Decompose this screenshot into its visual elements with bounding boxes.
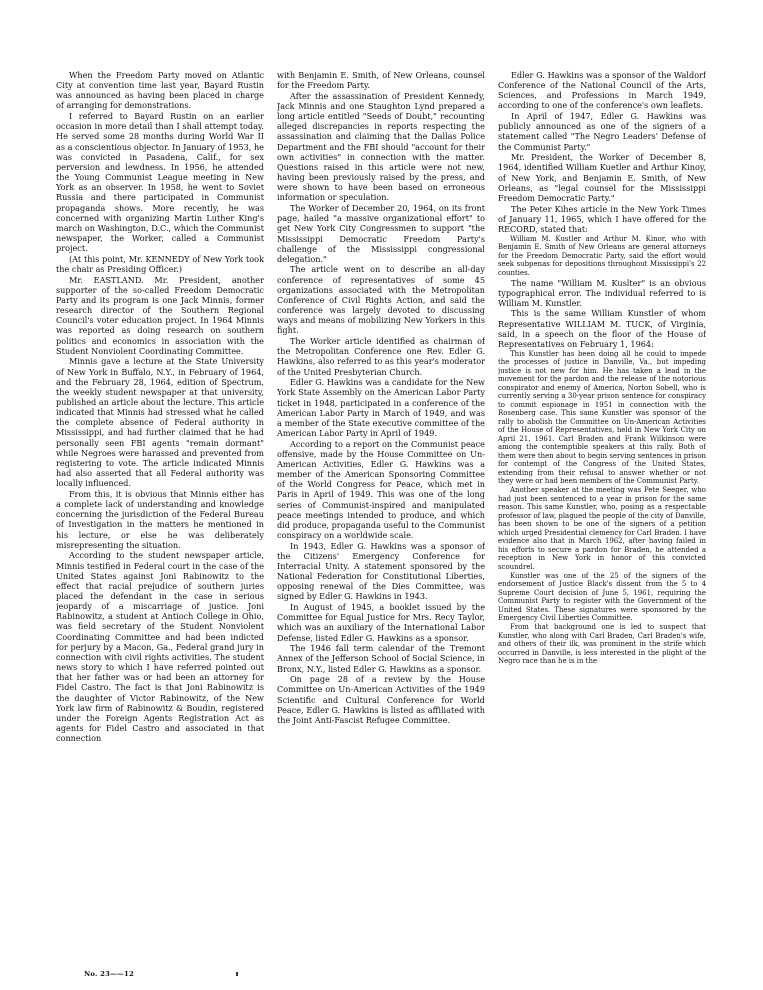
paragraph: Minnis gave a lecture at the State University of New York in Buffalo, N.Y., in February of 1964, and the February 28, 1964, edition of Spectrum, the weekly student newspaper at that university, published an article about the lecture. This article indicated that Minnis had stressed what he called the complete absence of Federal authority in Mississippi, and had further claimed that he had personally seen FBI agents "remain dormant" while Negroes were harassed and prevented from registering to vote. The article indicated Minnis had also asserted that all Federal authority was locally influenced. bbox=[56, 356, 264, 489]
quoted-paragraph: William M. Kustler and Arthur M. Kinor, who with Benjamin E. Smith of New Orleans are general attorneys for the Freedom Democratic Party, said the effort would seek subpenas for depositions throughout Mississippi's 22 counties. bbox=[498, 234, 706, 277]
paragraph: Edler G. Hawkins was a candidate for the New York State Assembly on the American Labor Party ticket in 1948, participated in a conference of the American Labor Party in March of 1949, and was a member of the State executive committee of the American Labor Party in April of 1949. bbox=[277, 377, 485, 438]
quoted-paragraph: Kunstler was one of the 25 of the signers of the endorsement of Justice Black's dissent from the 5 to 4 Supreme Court decision of June 5, 1961, requiring the Communist Party to register with the Government of the United States. These signatures were sponsored by the Emergency Civil Liberties Committee. bbox=[498, 571, 706, 623]
paragraph: Mr. President, the Worker of December 8, 1964, identified William Kuetler and Arthur Kinoy, of New York, and Benjamin E. Smith, of New Orleans, as "legal counsel for the Mississippi Freedom Democratic Party." bbox=[498, 152, 706, 203]
page-speck bbox=[236, 972, 238, 976]
paragraph: After the assassination of President Kennedy, Jack Minnis and one Staughton Lynd prepared a long article entitled "Seeds of Doubt," recounting alleged discrepancies in reports respecting the assassination and claiming that the Dallas Police Department and the FBI should "account for their own activities" in connection with the matter. Questions raised in this article were not new, having been previously raised by the press, and were shown to have been based on erroneous information or speculation. bbox=[277, 90, 485, 203]
paragraph: According to a report on the Communist peace offensive, made by the House Committee on Un-American Activities, Edler G. Hawkins was a member of the American Sponsoring Committee of the World Congress for Peace, which met in Paris in April of 1949. This was one of the long series of Communist-inspired and manipulated peace meetings intended to produce, and which did produce, propaganda useful to the Communist conspiracy on a worldwide scale. bbox=[277, 438, 485, 541]
paragraph: From this, it is obvious that Minnis either has a complete lack of understanding and knowledge concerning the jurisdiction of the Federal Bureau of Investigation in the matters he mentioned in his lecture, or else he was deliberately misrepresenting the situation. bbox=[56, 488, 264, 550]
quoted-paragraph: From that background one is led to suspect that Kunstler, who along with Carl Braden, Carl Braden's wife, and others of their ilk, was prominent in the strife which occurred in Danville, is less interested in the plight of the Negro race than he is in the bbox=[498, 623, 706, 666]
column-left bbox=[56, 70, 264, 744]
column-right bbox=[498, 70, 706, 744]
paragraph: In August of 1945, a booklet issued by the Committee for Equal Justice for Mrs. Recy Taylor, which was an auxiliary of the International Labor Defense, listed Edler G. Hawkins as a sponsor. bbox=[277, 602, 485, 643]
paragraph: The name "William M. Kuslter" is an obvious typographical error. The individual referred to is William M. Kunstler. bbox=[498, 277, 706, 308]
text-columns bbox=[56, 70, 706, 744]
quoted-paragraph: Another speaker at the meeting was Pete Seeger, who had just been sentenced to a year in prison for the same reason. This same Kunstler, who, posing as a respectable professor of law, plagued the people of the city of Danville, has been shown to be one of the signers of a petition which urged Presidential clemency for Carl Braden. I have evidence also that in March 1962, after having failed in his efforts to secure a pardon for Braden, he attended a reception in New York in honor of this convicted scoundrel. bbox=[498, 486, 706, 571]
paragraph: According to the student newspaper article, Minnis testified in Federal court in the case of the United States against Joni Rabinowitz to the effect that racial prejudice of southern juries placed the defendant in the case in serious jeopardy of a miscarriage of justice. Joni Rabinowitz, a student at Antioch College in Ohio, was field secretary of the Student Nonviolent Coordinating Committee and had been indicted for perjury by a Macon, Ga., Federal grand jury in connection with civil rights activities. The student news story to which I have referred pointed out that her father was or had been an attorney for Fidel Castro. The fact is that Joni Rabinowitz is the daughter of Victor Rabinowitz, of the New York law firm of Rabinowitz & Boudin, registered under the Foreign Agents Registration Act as agents for Fidel Castro and associated in that connection bbox=[56, 550, 264, 744]
paragraph: The 1946 fall term calendar of the Tremont Annex of the Jefferson School of Social Science, in Bronx, N.Y., listed Edler G. Hawkins as a sponsor. bbox=[277, 643, 485, 674]
paragraph: The article went on to describe an all-day conference of representatives of some 45 organizations associated with the Metropolitan Conference of Civil Rights Action, and said the conference was largely devoted to discussing ways and means of mobilizing New Yorkers in this fight. bbox=[277, 264, 485, 336]
paragraph: This is the same William Kunstler of whom Representative WILLIAM M. TUCK, of Virginia, said, in a speech on the floor of the House of Representatives on February 1, 1964: bbox=[498, 308, 706, 349]
paragraph: The Peter Kihes article in the New York Times of January 11, 1965, which I have offered for the RECORD, stated that: bbox=[498, 203, 706, 234]
paragraph: (At this point, Mr. KENNEDY of New York took the chair as Presiding Officer.) bbox=[56, 253, 264, 274]
paragraph: When the Freedom Party moved on Atlantic City at convention time last year, Bayard Rustin was announced as having been placed in charge of arranging for demonstrations. bbox=[56, 70, 264, 111]
paragraph: The Worker article identified as chairman of the Metropolitan Conference one Rev. Edler G. Hawkins, also referred to as this year's moderator of the United Presbyterian Church. bbox=[277, 336, 485, 377]
page-footer-number: No. 23——12 bbox=[84, 970, 134, 978]
paragraph: In 1943, Edler G. Hawkins was a sponsor of the Citizens' Emergency Conference for Interracial Unity. A statement sponsored by the National Federation for Constitutional Liberties, opposing renewal of the Dies Committee, was signed by Edler G. Hawkins in 1943. bbox=[277, 540, 485, 602]
paragraph: with Benjamin E. Smith, of New Orleans, counsel for the Freedom Party. bbox=[277, 70, 485, 91]
column-middle bbox=[277, 70, 485, 744]
paragraph: On page 28 of a review by the House Committee on Un-American Activities of the 1949 Scientific and Cultural Conference for World Peace, Edler G. Hawkins is listed as affiliated with the Joint Anti-Fascist Refugee Committee. bbox=[277, 674, 485, 725]
quoted-paragraph: This Kunstler has been doing all he could to impede the processes of justice in Danville, Va., but impeding justice is not new for him. He has taken a lead in the movement for the pardon and the release of the notorious conspirator and enemy of America, Norton Sobell, who is currently serving a 30-year prison sentence for conspiracy to commit espionage in 1951 in connection with the Rosenberg case. This same Kunstler was sponsor of the rally to abolish the Committee on Un-American Activities of the House of Representatives, held in New York City on April 21, 1961. Carl Braden and Frank Wilkinson were among the contemptible speakers at this rally. Both of them were then about to begin serving sentences in prison for contempt of the Congress of the United States, extending from their refusal to answer whether or not they were or had been members of the Communist Party. bbox=[498, 349, 706, 486]
paragraph: In April of 1947, Edler G. Hawkins was publicly announced as one of the signers of a statement called "The Negro Leaders' Defense of the Communist Party." bbox=[498, 111, 706, 152]
paragraph: The Worker of December 20, 1964, on its front page, hailed "a massive organizational effort" to get New York City Congressmen to support "the Mississippi Democratic Freedom Party's challenge of the Mississippi congressional delegation." bbox=[277, 203, 485, 264]
paragraph: Edler G. Hawkins was a sponsor of the Waldorf Conference of the National Council of the Arts, Sciences, and Professions in March 1949, according to one of the conference's own leaflets. bbox=[498, 70, 706, 111]
paragraph: Mr. EASTLAND. Mr. President, another supporter of the so-called Freedom Democratic Party and its program is one Jack Minnis, former research director of the Southern Regional Council's voter education project. In 1964 Minnis was reported as doing research on southern politics and economics in association with the Student Nonviolent Coordinating Committee. bbox=[56, 274, 264, 356]
document-page bbox=[56, 70, 722, 978]
paragraph: I referred to Bayard Rustin on an earlier occasion in more detail than I shall attempt today. He served some 28 months during World War II as a conscientious objector. In January of 1953, he was convicted in Pasadena, Calif., for sex perversion and lewdness. In 1956, he attended the Young Communist League meeting in New York as an observer. In 1958, he went to Soviet Russia and there participated in Communist propaganda shows. More recently, he was concerned with organizing Martin Luther King's march on Washington, D.C., which the Communist newspaper, the Worker, called a Communist project. bbox=[56, 111, 264, 254]
